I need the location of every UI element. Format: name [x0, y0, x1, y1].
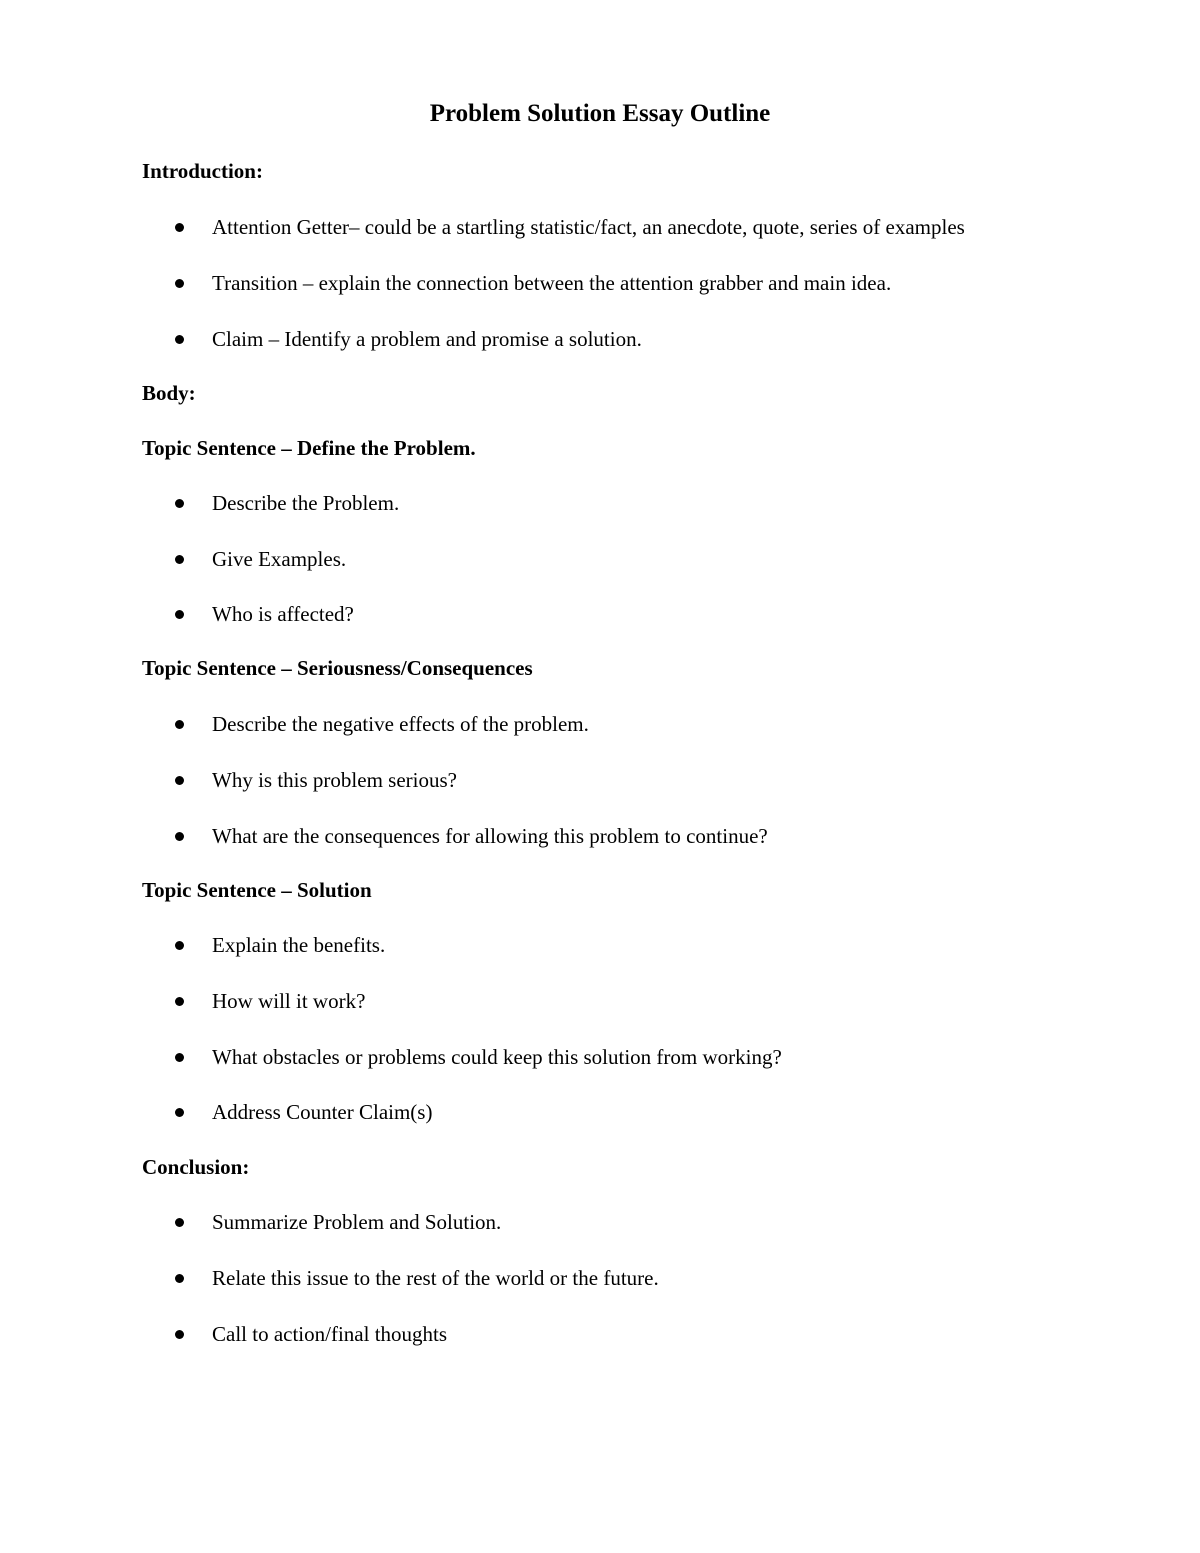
list-item-text: Claim – Identify a problem and promise a solution.: [212, 327, 642, 351]
list-item-text: Give Examples.: [212, 547, 347, 571]
bullet-icon: [175, 1274, 184, 1283]
list-item-text: Explain the benefits.: [212, 933, 386, 957]
list-item-text: Why is this problem serious?: [212, 768, 457, 792]
bullet-icon: [175, 832, 184, 841]
bullet-icon: [175, 720, 184, 729]
solution-heading: Topic Sentence – Solution: [142, 878, 372, 902]
bullet-icon: [175, 610, 184, 619]
bullet-icon: [175, 776, 184, 785]
introduction-heading: Introduction:: [142, 159, 263, 183]
body-heading: Body:: [142, 381, 196, 405]
seriousness-heading: Topic Sentence – Seriousness/Consequences: [142, 656, 533, 680]
list-item-text: Summarize Problem and Solution.: [212, 1210, 502, 1234]
bullet-icon: [175, 223, 184, 232]
list-item-text: Relate this issue to the rest of the world or the future.: [212, 1266, 659, 1290]
list-item-text: Attention Getter– could be a startling statistic/fact, an anecdote, quote, series of examples: [212, 215, 965, 239]
list-item-text: Who is affected?: [212, 602, 354, 626]
bullet-icon: [175, 1053, 184, 1062]
list-item-text: How will it work?: [212, 989, 366, 1013]
list-item-text: What obstacles or problems could keep this solution from working?: [212, 1045, 782, 1069]
bullet-icon: [175, 555, 184, 564]
document-title: Problem Solution Essay Outline: [429, 100, 771, 127]
bullet-icon: [175, 499, 184, 508]
bullet-icon: [175, 1330, 184, 1339]
list-item-text: Transition – explain the connection between the attention grabber and main idea.: [212, 271, 892, 295]
conclusion-heading: Conclusion:: [142, 1155, 250, 1179]
list-item-text: Call to action/final thoughts: [212, 1322, 448, 1346]
bullet-icon: [175, 997, 184, 1006]
bullet-icon: [175, 335, 184, 344]
bullet-icon: [175, 1218, 184, 1227]
bullet-icon: [175, 279, 184, 288]
list-item-text: What are the consequences for allowing this problem to continue?: [212, 824, 768, 848]
list-item-text: Address Counter Claim(s): [212, 1100, 433, 1124]
list-item-text: Describe the negative effects of the problem.: [212, 712, 589, 736]
problem-heading: Topic Sentence – Define the Problem.: [142, 436, 476, 460]
bullet-icon: [175, 1108, 184, 1117]
bullet-icon: [175, 941, 184, 950]
list-item-text: Describe the Problem.: [212, 491, 400, 515]
